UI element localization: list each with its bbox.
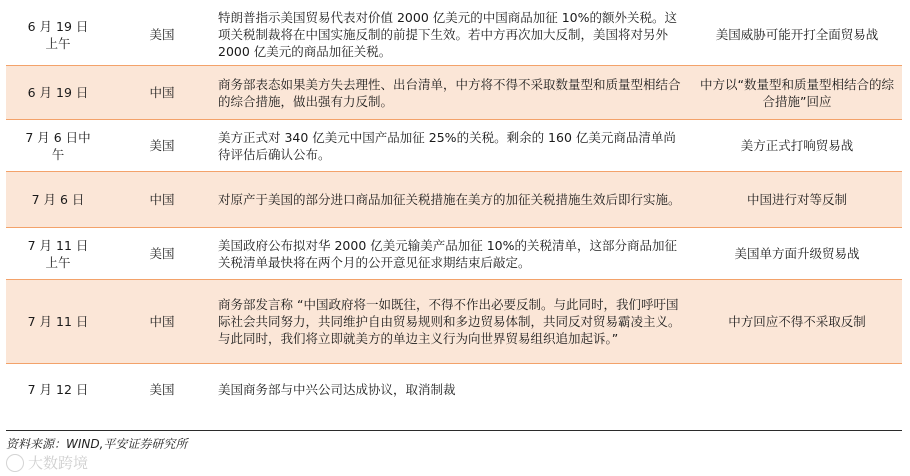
note-cell: 中方回应不得不采取反制 bbox=[728, 314, 866, 329]
table-row bbox=[6, 280, 902, 364]
country-cell: 中国 bbox=[149, 192, 175, 207]
content-cell: 特朗普指示美国贸易代表对价值 2000 亿美元的中国商品加征 10%的额外关税。这项关税制裁将在中国实施反制的前提下生效。若中方再次加大反制，美国将对另外 2000 亿美元的商品加征关税。 bbox=[218, 10, 678, 59]
table-row bbox=[6, 364, 902, 414]
date-cell: 7 月 11 日 bbox=[27, 314, 89, 329]
table-row bbox=[6, 66, 902, 120]
source-note: 资料来源：WIND,平安证券研究所 bbox=[6, 430, 902, 452]
table-row bbox=[6, 172, 902, 228]
date-cell: 7 月 6 日 bbox=[31, 192, 85, 207]
note-cell: 美国单方面升级贸易战 bbox=[734, 246, 860, 261]
country-cell: 美国 bbox=[149, 246, 175, 261]
note-cell: 美方正式打响贸易战 bbox=[740, 138, 854, 153]
country-cell: 中国 bbox=[149, 314, 175, 329]
content-cell: 商务部表态如果美方失去理性、出台清单，中方将不得不采取数量型和质量型相结合的综合措施，做出强有力反制。 bbox=[218, 76, 681, 109]
date-cell: 6 月 19 日 上午 bbox=[27, 18, 89, 51]
table-row bbox=[6, 120, 902, 172]
note-cell: 中国进行对等反制 bbox=[746, 192, 847, 207]
watermark-text: 大数跨境 bbox=[28, 454, 89, 472]
table-row bbox=[6, 4, 902, 66]
date-cell: 7 月 12 日 bbox=[27, 381, 89, 397]
events-table bbox=[6, 4, 902, 414]
country-cell: 美国 bbox=[149, 27, 175, 42]
content-cell: 美方正式对 340 亿美元中国产品加征 25%的关税。剩余的 160 亿美元商品清单尚待评估后确认公布。 bbox=[218, 129, 676, 162]
content-cell: 商务部发言称 “中国政府将一如既往，不得不作出必要反制。与此同时，我们呼吁国际社会共同努力，共同维护自由贸易规则和多边贸易体制，共同反对贸易霸凌主义。与此同时，我们将立即就美方的单边主义行为向世界贸易组织追加起诉。” bbox=[218, 297, 681, 346]
country-cell: 美国 bbox=[149, 138, 175, 153]
country-cell: 美国 bbox=[149, 381, 175, 397]
country-cell: 中国 bbox=[149, 85, 175, 100]
date-cell: 7 月 6 日中 午 bbox=[25, 129, 91, 162]
content-cell: 美国商务部与中兴公司达成协议，取消制裁 bbox=[218, 381, 456, 397]
date-cell: 7 月 11 日 上午 bbox=[27, 237, 89, 270]
content-cell: 美国政府公布拟对华 2000 亿美元输美产品加征 10%的关税清单，这部分商品加征关税清单最快将在两个月的公开意见征求期结束后敲定。 bbox=[218, 237, 678, 270]
watermark-logo-icon bbox=[6, 454, 24, 472]
date-cell: 6 月 19 日 bbox=[27, 85, 89, 100]
watermark bbox=[6, 452, 88, 473]
content-cell: 对原产于美国的部分进口商品加征关税措施在美方的加征关税措施生效后即行实施。 bbox=[218, 192, 681, 207]
note-cell: 中方以“数量型和质量型相结合的综合措施”回应 bbox=[700, 76, 894, 109]
table-row bbox=[6, 228, 902, 280]
note-cell: 美国威胁可能开打全面贸易战 bbox=[715, 27, 879, 42]
